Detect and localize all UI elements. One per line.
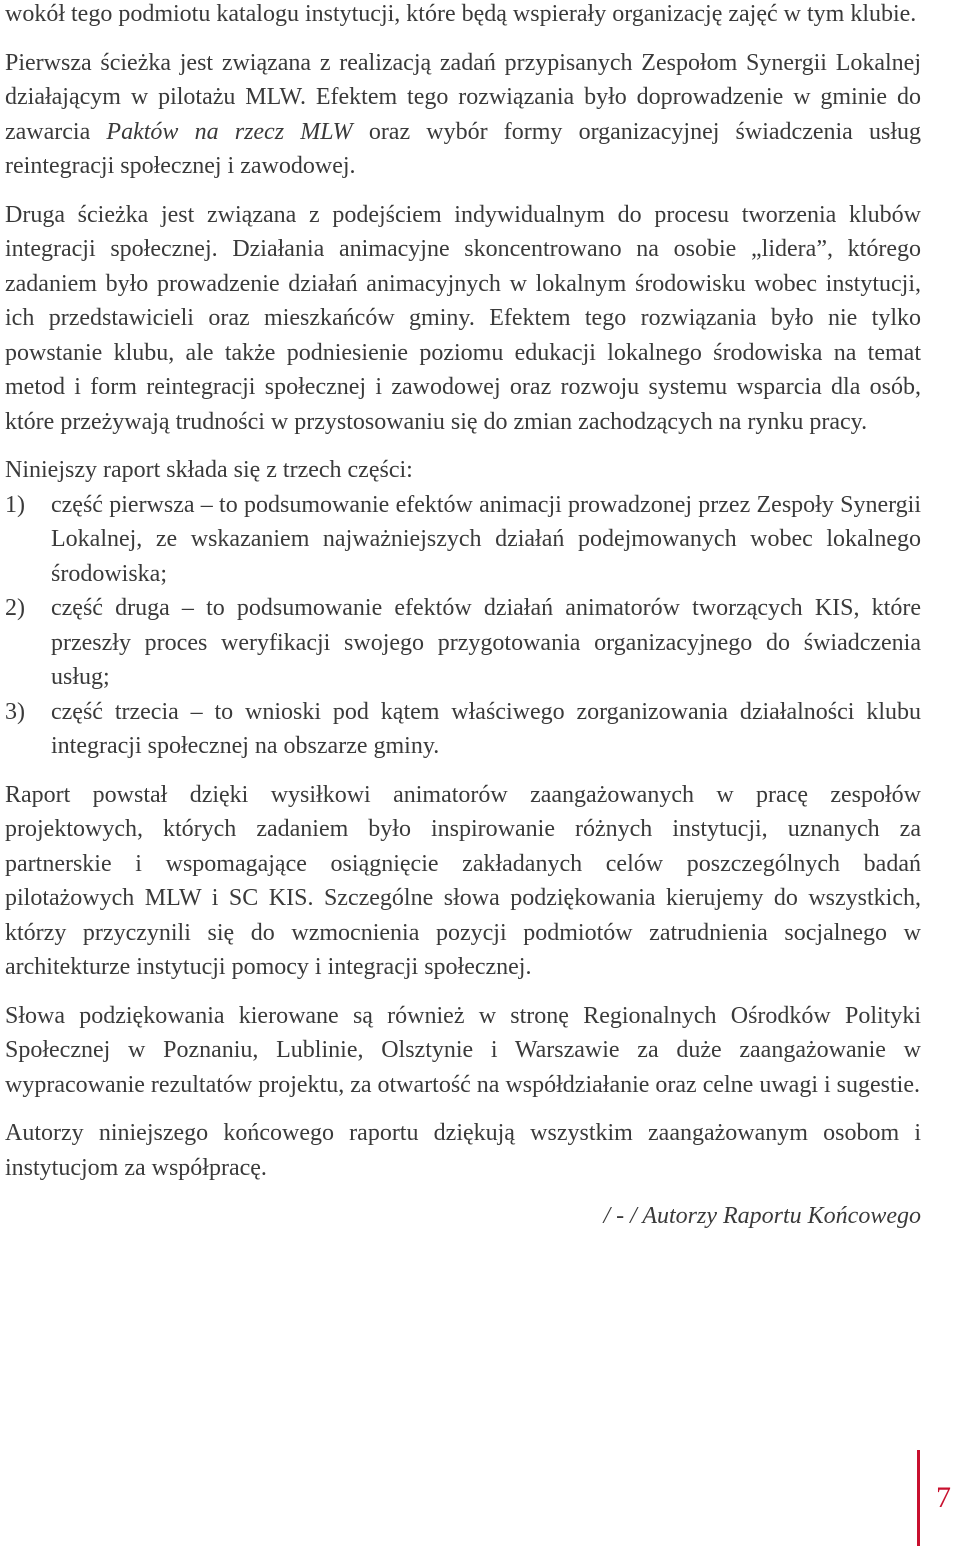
list-item-text: część trzecia – to wnioski pod kątem właściwego zorganizowania działalności klubu integracji społecznej na obszarze gminy. [51,698,921,759]
list-item-text: część pierwsza – to podsumowanie efektów animacji prowadzonej przez Zespoły Synergii Lokalnej, ze wskazaniem najważniejszych działań podejmowanych wobec lokalnego środowiska; [51,491,921,587]
page-number: 7 [936,1481,951,1514]
list-item-text: część druga – to podsumowanie efektów działań animatorów tworzących KIS, które przeszły proces weryfikacji swojego przygotowania organizacyjnego do świadczenia usług; [51,595,921,690]
paragraph-report-structure: Niniejszy raport składa się z trzech części: [5,457,413,483]
list-item-number: 2) [5,595,25,621]
paragraph-second-path: Druga ścieżka jest związana z podejściem indywidualnym do procesu tworzenia klubów integracji społecznej. Działania animacyjne skoncentrowano na osobie „lidera”, którego zadaniem było prowadzenie działań animacyjnych w lokalnym środowisku wobec instytucji, ich przedstawicieli oraz mieszkańców gminy. Efektem tego rozwiązania było nie tylko powstanie klubu, ale także podniesienie poziomu edukacji lokalnego środowiska na temat metod i form reintegracji społecznej i zawodowej oraz rozwoju systemu wsparcia dla osób, które przeżywają trudności w przystosowaniu się do zmian zachodzących na rynku pracy. [5,201,921,435]
page-body [5,0,921,1234]
paragraph-first-path-text-a: Pierwsza ścieżka jest związana z realizacją zadań przypisanych Zespołom Synergii Lokalnej działającym w pilotażu MLW. Efektem tego rozwiązania było doprowadzenie w gminie do zawarcia [5,49,921,145]
list-item [5,488,921,592]
report-parts-list [5,488,921,764]
signature: / - / Autorzy Raportu Końcowego [603,1203,921,1229]
paragraph-thanks-all: Autorzy niniejszego końcowego raportu dziękują wszystkim zaangażowanym osobom i instytucjom za współpracę. [5,1120,921,1181]
paragraph-thanks-animators: Raport powstał dzięki wysiłkowi animatorów zaangażowanych w pracę zespołów projektowych, których zadaniem było inspirowanie różnych instytucji, uznanych za partnerskie i wspomagające osiągnięcie zakładanych celów poszczególnych badań pilotażowych MLW i SC KIS. Szczególne słowa podziękowania kierujemy do wszystkich, którzy przyczynili się do wzmocnienia pozycji podmiotów zatrudnienia socjalnego w architekturze instytucji pomocy i integracji społecznej. [5,781,921,980]
paragraph-first-path-text-b: oraz wybór formy organizacyjnej świadczenia usług reintegracji społecznej i zawodowej. [5,118,921,179]
paragraph-continuation: wokół tego podmiotu katalogu instytucji, które będą wspierały organizację zajęć w tym klubie. [5,1,917,27]
page-number-rule [917,1450,920,1546]
pacts-title: Paktów na rzecz MLW [106,118,353,145]
list-item [5,695,921,764]
list-item [5,591,921,695]
paragraph-first-path [5,46,921,184]
list-item-number: 1) [5,491,25,518]
list-item-number: 3) [5,698,25,725]
paragraph-thanks-regional-centres: Słowa podziękowania kierowane są również w stronę Regionalnych Ośrodków Polityki Społecznej w Poznaniu, Lublinie, Olsztynie i Warszawie za duże zaangażowanie w wypracowanie rezultatów projektu, za otwartość na współdziałanie oraz celne uwagi i sugestie. [5,1002,921,1098]
